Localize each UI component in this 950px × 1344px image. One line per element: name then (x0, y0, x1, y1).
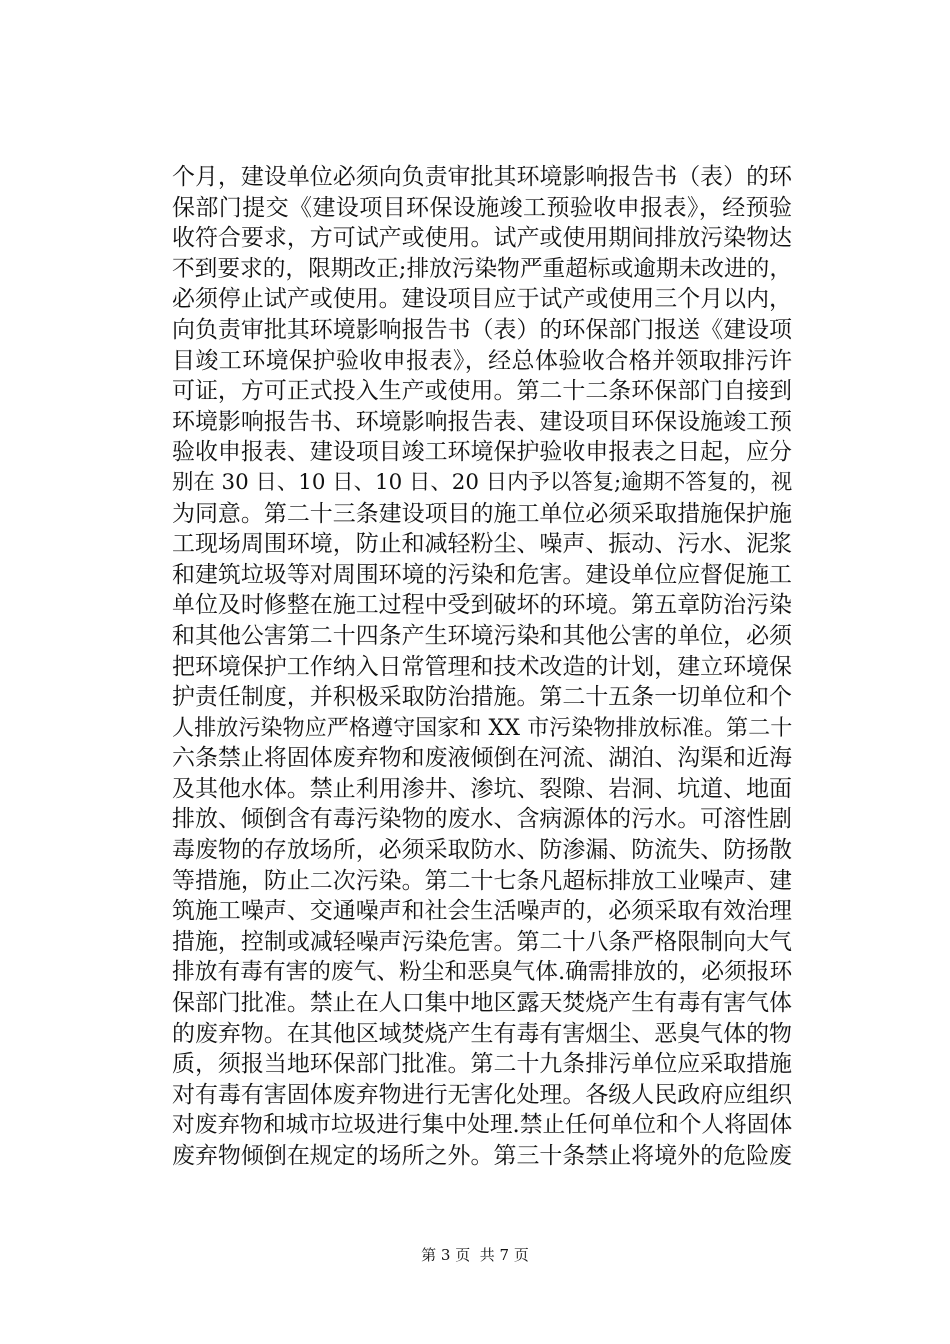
page-number-label: 第 3 页 共 7 页 (421, 1246, 529, 1264)
text-line: 的废弃物。在其他区域焚烧产生有毒有害烟尘、恶臭气体的物 (172, 1020, 792, 1047)
text-line: 排放有毒有害的废气、粉尘和恶臭气体.确需排放的，必须报环 (172, 959, 793, 986)
text-line: 人排放污染物应严格遵守国家和 XX 市污染物排放标准。第二十 (172, 714, 793, 741)
text-line: 护责任制度，并积极采取防治措施。第二十五条一切单位和个 (172, 684, 792, 711)
text-line: 及其他水体。禁止利用渗井、渗坑、裂隙、岩洞、坑道、地面 (172, 775, 792, 802)
text-line: 不到要求的，限期改正;排放污染物严重超标或逾期未改进的， (172, 255, 792, 282)
text-line: 和建筑垃圾等对周围环境的污染和危害。建设单位应督促施工 (172, 561, 792, 588)
text-line: 单位及时修整在施工过程中受到破坏的环境。第五章防治污染 (172, 592, 792, 619)
text-line: 六条禁止将固体废弃物和废液倾倒在河流、湖泊、沟渠和近海 (172, 745, 792, 772)
text-line: 目竣工环境保护验收申报表》，经总体验收合格并领取排污许 (172, 347, 792, 374)
text-line: 保部门批准。禁止在人口集中地区露天焚烧产生有毒有害气体 (172, 990, 792, 1017)
text-line: 对有毒有害固体废弃物进行无害化处理。各级人民政府应组织 (172, 1081, 792, 1108)
text-line: 环境影响报告书、环境影响报告表、建设项目环保设施竣工预 (172, 408, 792, 435)
text-line: 别在 30 日、10 日、10 日、20 日内予以答复;逾期不答复的，视 (172, 469, 793, 495)
text-line: 措施，控制或减轻噪声污染危害。第二十八条严格限制向大气 (172, 928, 792, 955)
text-line: 排放、倾倒含有毒污染物的废水、含病源体的污水。可溶性剧 (172, 806, 792, 833)
text-line: 可证，方可正式投入生产或使用。第二十二条环保部门自接到 (172, 378, 792, 405)
page-footer (0, 1245, 950, 1265)
text-line: 筑施工噪声、交通噪声和社会生活噪声的，必须采取有效治理 (172, 898, 792, 925)
text-line: 废弃物倾倒在规定的场所之外。第三十条禁止将境外的危险废 (172, 1143, 792, 1169)
text-line: 向负责审批其环境影响报告书（表）的环保部门报送《建设项 (172, 316, 792, 343)
text-line: 个月，建设单位必须向负责审批其环境影响报告书（表）的环 (172, 164, 792, 190)
text-line: 收符合要求，方可试产或使用。试产或使用期间排放污染物达 (172, 225, 792, 252)
text-line: 等措施，防止二次污染。第二十七条凡超标排放工业噪声、建 (172, 867, 792, 894)
text-line: 必须停止试产或使用。建设项目应于试产或使用三个月以内， (172, 286, 792, 313)
text-line: 为同意。第二十三条建设项目的施工单位必须采取措施保护施 (172, 500, 792, 527)
text-line: 工现场周围环境，防止和减轻粉尘、噪声、振动、污水、泥浆 (172, 531, 792, 558)
body-text (172, 162, 792, 1172)
text-line: 毒废物的存放场所，必须采取防水、防渗漏、防流失、防扬散 (172, 837, 792, 864)
text-line: 验收申报表、建设项目竣工环境保护验收申报表之日起，应分 (172, 439, 792, 466)
text-line: 和其他公害第二十四条产生环境污染和其他公害的单位，必须 (172, 622, 792, 649)
text-line: 对废弃物和城市垃圾进行集中处理.禁止任何单位和个人将固体 (172, 1112, 793, 1139)
text-line: 质，须报当地环保部门批准。第二十九条排污单位应采取措施 (172, 1051, 792, 1078)
text-line: 把环境保护工作纳入日常管理和技术改造的计划，建立环境保 (172, 653, 792, 680)
text-line: 保部门提交《建设项目环保设施竣工预验收申报表》，经预验 (172, 194, 792, 221)
